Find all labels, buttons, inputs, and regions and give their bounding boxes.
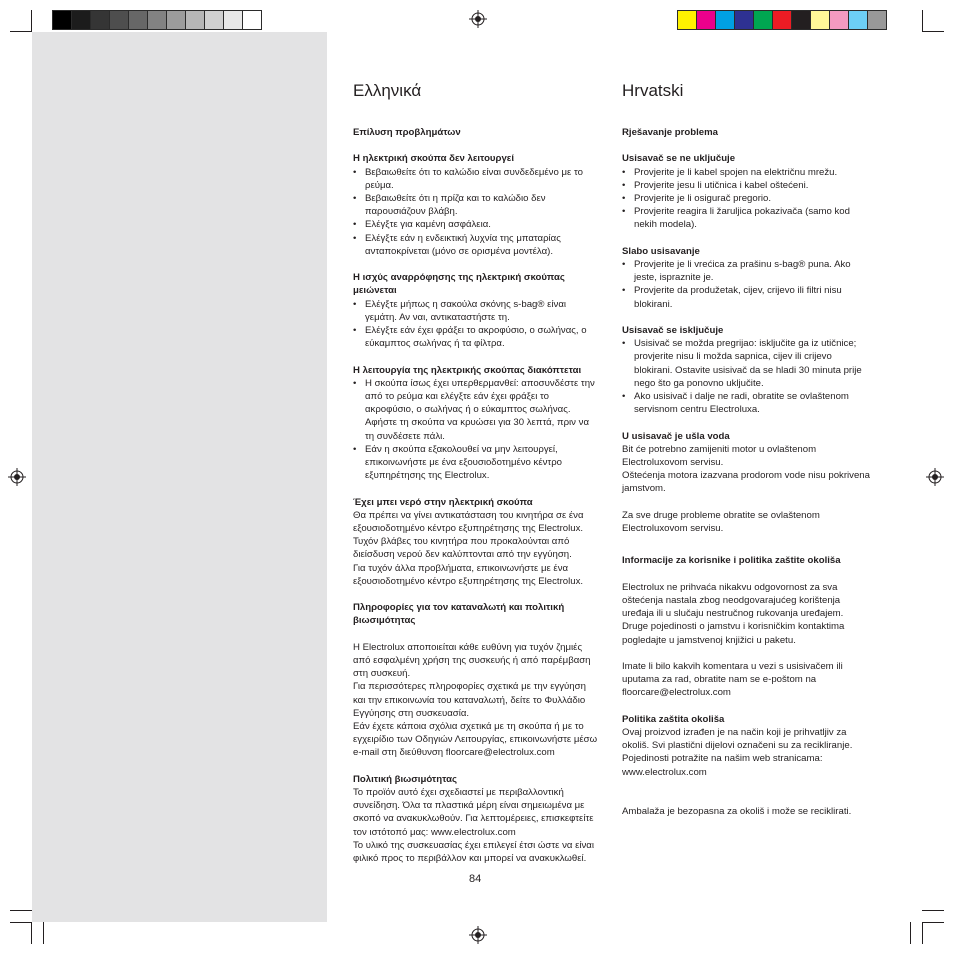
color-swatch — [128, 10, 148, 30]
paragraph: Ovaj proizvod izrađen je na način koji je prihvatljiv za okoliš. Svi plastični dijelovi označeni su za recikliranje. Pojedinosti potražite na našim web stranicama: www.electrolux.com — [622, 727, 853, 778]
list-item: • Βεβαιωθείτε ότι το καλώδιο είναι συνδεδεμένο με το ρεύμα. — [353, 166, 598, 192]
color-swatch — [848, 10, 868, 30]
color-swatch — [147, 10, 167, 30]
process-color-bar — [677, 10, 887, 30]
croatian-bullet-list — [622, 166, 872, 232]
paragraph: Για τυχόν άλλα προβλήματα, επικοινωνήστε με ένα εξουσιοδοτημένο κέντρο εξυπηρέτησης της Electrolux. — [353, 562, 584, 587]
list-item: • Εάν η σκούπα εξακολουθεί να μην λειτουργεί, επικοινωνήστε με ένα εξουσιοδοτημένο κέντρο εξυπηρέτησης της Electrolux. — [353, 443, 598, 483]
color-swatch — [715, 10, 735, 30]
greek-section-heading: Η ηλεκτρική σκούπα δεν λειτουργεί — [353, 153, 515, 165]
list-item: • Usisivač se možda pregrijao: isključite ga iz utičnice; provjerite nisu li možda sapnica, cijev ili crijevo blokirani. Ostavite usisivač da se hladi 30 minuta prije nego što ga ponovno uključite. — [622, 337, 872, 390]
color-swatch — [204, 10, 224, 30]
registration-mark-top-icon — [469, 10, 487, 28]
greek-section-heading: Έχει μπει νερό στην ηλεκτρική σκούπα — [353, 496, 533, 508]
gray-side-panel — [32, 32, 327, 922]
page-number: 84 — [469, 873, 482, 885]
greek-bullet-list — [353, 166, 598, 258]
paragraph: Εάν έχετε κάποια σχόλια σχετικά με τη σκούπα ή με το εγχειρίδιο των Οδηγιών Λειτουργίας, επικοινωνήστε μέσω e-mail στη διεύθυνση floorcare@electrolux.com — [353, 721, 598, 759]
list-item: • Provjerite da produžetak, cijev, crijevo ili filtri nisu blokirani. — [622, 284, 872, 310]
greek-section-heading: Η ισχύς αναρρόφησης της ηλεκτρική σκούπας μειώνεται — [353, 272, 565, 297]
greek-title: Ελληνικά — [353, 81, 422, 100]
paragraph: Το υλικό της συσκευασίας έχει επιλεγεί έτσι ώστε να είναι φιλικό προς το περιβάλλον και μπορεί να ανακυκλωθεί. — [353, 839, 594, 865]
greek-bullet-list — [353, 298, 598, 351]
paragraph: Imate li bilo kakvih komentara u vezi s usisivačem ili uputama za rad, obratite nam se e-poštom na floorcare@electrolux.com — [622, 661, 843, 699]
paragraph: Bit će potrebno zamijeniti motor u ovlaštenom Electroluxovom servisu. — [622, 443, 817, 469]
croatian-section-heading: Politika zaštita okoliša — [622, 713, 725, 725]
color-swatch — [791, 10, 811, 30]
color-swatch — [166, 10, 186, 30]
croatian-section-heading: Informacije za korisnike i politika zaštite okoliša — [622, 555, 841, 567]
color-swatch — [734, 10, 754, 30]
croatian-section-heading: Usisavač se isključuje — [622, 325, 724, 336]
registration-mark-left-icon — [8, 468, 26, 486]
paragraph: Η Electrolux αποποιείται κάθε ευθύνη για τυχόν ζημιές από εσφαλμένη χρήση της συσκευής ή από παρέμβαση στη συσκευή. — [353, 641, 591, 680]
paragraph: Θα πρέπει να γίνει αντικατάσταση του κινητήρα σε ένα εξουσιοδοτημένο κέντρο εξυπηρέτησης της Electrolux. Τυχόν βλάβες του κινητήρα που προκαλούνται από διείσδυση νερού δεν καλύπτονται από την εγγύηση. — [353, 509, 584, 561]
greek-section-heading: Η λειτουργία της ηλεκτρικής σκούπας διακόπτεται — [353, 364, 582, 376]
greek-troubleshooting-heading: Επίλυση προβλημάτων — [353, 127, 461, 138]
paragraph: Electrolux ne prihvaća nikakvu odgovornost za sva oštećenja nastala zbog neodgovarajućeg korištenja uređaja ili u slučaju nestručnog rukovanja uređajem. Druge pojedinosti o jamstvu i korisničkim kontaktima pogledajte u jamstvenoj knjižici u paketu. — [622, 581, 845, 646]
list-item: • Ελέγξτε μήπως η σακούλα σκόνης s-bag® είναι γεμάτη. Αν ναι, αντικαταστήστε τη. — [353, 298, 598, 324]
greek-bullet-list — [353, 377, 598, 483]
list-item: • Ελέγξτε για καμένη ασφάλεια. — [353, 218, 598, 231]
registration-mark-right-icon — [926, 468, 944, 486]
croatian-bullet-list — [622, 258, 872, 311]
color-swatch — [109, 10, 129, 30]
registration-mark-bottom-icon — [469, 926, 487, 944]
color-swatch — [52, 10, 72, 30]
color-swatch — [696, 10, 716, 30]
paragraph: Ambalaža je bezopasna za okoliš i može se reciklirati. — [622, 806, 852, 818]
list-item: • Provjerite je li kabel spojen na električnu mrežu. — [622, 166, 872, 179]
list-item: • Provjerite je li vrećica za prašinu s-bag® puna. Ako jeste, ispraznite je. — [622, 258, 872, 284]
color-swatch — [753, 10, 773, 30]
greek-section-heading: Πολιτική βιωσιμότητας — [353, 773, 457, 785]
paragraph: Για περισσότερες πληροφορίες σχετικά με την εγγύηση και την επικοινωνία του καταναλωτή, δείτε το Φυλλάδιο Εγγύησης στη συσκευασία. — [353, 681, 586, 719]
greek-column — [353, 78, 598, 865]
list-item: • Βεβαιωθείτε ότι η πρίζα και το καλώδιο δεν παρουσιάζουν βλάβη. — [353, 192, 598, 218]
croatian-column — [622, 78, 872, 818]
color-swatch — [242, 10, 262, 30]
greek-section-heading: Πληροφορίες για τον καταναλωτή και πολιτική βιωσιμότητας — [353, 602, 565, 627]
color-swatch — [810, 10, 830, 30]
list-item: • Provjerite je li osigurač pregorio. — [622, 192, 872, 205]
color-swatch — [677, 10, 697, 30]
list-item: • Provjerite jesu li utičnica i kabel oštećeni. — [622, 179, 872, 192]
paragraph: Το προϊόν αυτό έχει σχεδιαστεί με περιβαλλοντική συνείδηση. Όλα τα πλαστικά μέρη είναι σημειωμένα με σκοπό να ανακυκλωθούν. Για λεπτομέρειες, επισκεφτείτε τον ιστότοπό μας: www.electrolux.com — [353, 787, 594, 838]
list-item: • Provjerite reagira li žaruljica pokazivača (samo kod nekih modela). — [622, 205, 872, 231]
color-swatch — [90, 10, 110, 30]
list-item: • Ako usisivač i dalje ne radi, obratite se ovlaštenom servisnom centru Electroluxa. — [622, 390, 872, 416]
color-swatch — [71, 10, 91, 30]
croatian-title: Hrvatski — [622, 81, 684, 100]
grayscale-color-bar — [52, 10, 262, 30]
color-swatch — [223, 10, 243, 30]
croatian-section-heading: Usisavač se ne uključuje — [622, 153, 736, 165]
color-swatch — [185, 10, 205, 30]
croatian-troubleshooting-heading: Rješavanje problema — [622, 127, 718, 138]
paragraph: Za sve druge probleme obratite se ovlaštenom Electroluxovom servisu. — [622, 509, 820, 535]
color-swatch — [867, 10, 887, 30]
color-swatch — [772, 10, 792, 30]
croatian-section-heading: U usisavač je ušla voda — [622, 430, 730, 442]
croatian-section-heading: Slabo usisavanje — [622, 245, 700, 257]
list-item: • Η σκούπα ίσως έχει υπερθερμανθεί: αποσυνδέστε την από το ρεύμα και ελέγξτε εάν έχει φράξει το ακροφύσιο, ο σωλήνας ή ο εύκαμπτος σωλήνας. Αφήστε τη σκούπα να κρυώσει για 30 λεπτά, πριν να τη συνδέσετε πάλι. — [353, 377, 598, 443]
croatian-bullet-list — [622, 337, 872, 416]
list-item: • Ελέγξτε εάν έχει φράξει το ακροφύσιο, ο σωλήνας, ο εύκαμπτος σωλήνας ή τα φίλτρα. — [353, 324, 598, 350]
color-swatch — [829, 10, 849, 30]
paragraph: Oštećenja motora izazvana prodorom vode nisu pokrivena jamstvom. — [622, 470, 870, 495]
list-item: • Ελέγξτε εάν η ενδεικτική λυχνία της μπαταρίας ανταποκρίνεται (μόνο σε ορισμένα μοντέλα). — [353, 232, 598, 258]
